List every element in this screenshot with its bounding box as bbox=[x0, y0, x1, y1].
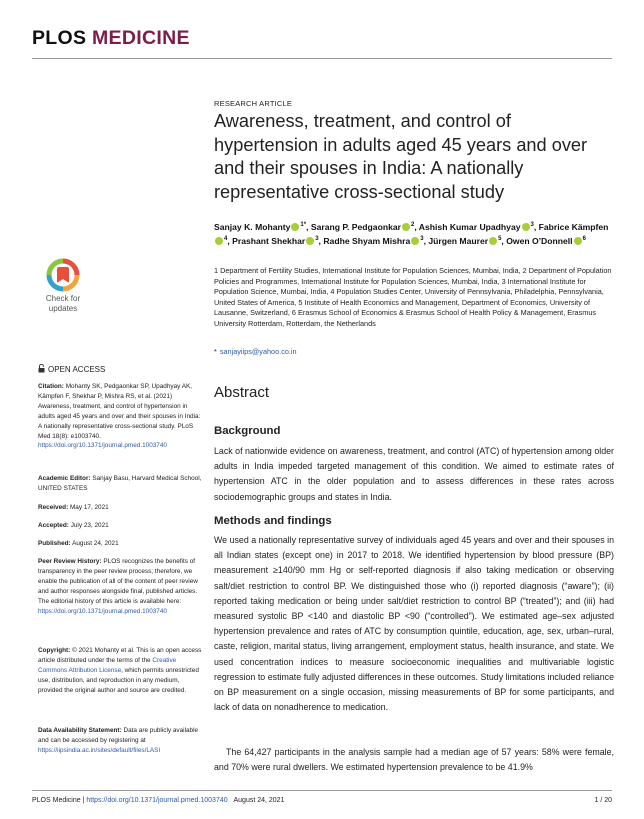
license-link[interactable]: Creative Commons Attribution License bbox=[38, 656, 177, 674]
copyright-block bbox=[38, 646, 204, 696]
open-access-label bbox=[38, 364, 204, 375]
author-name[interactable]: Owen O’Donnell bbox=[506, 236, 573, 247]
article-title: Awareness, treatment, and control of hypertension in adults aged 45 years and over and their spouses in India: A nationally representative cross-sectional study bbox=[214, 111, 588, 202]
author-list: Sanjay K. Mohanty $^{1*}$, Sarang P. Pedgaonkar $^2$, Ashish Kumar Upadhyay $^3$, Fabrice Kämpfen$^4$, Prashant Shekhar $^3$, Radhe Shyam Mishra $^3$, Jürgen Maurer $^5$, Owen O’Donnell $^6$ bbox=[214, 221, 609, 247]
author-name[interactable]: Ashish Kumar Upadhyay bbox=[418, 221, 521, 232]
journal-logo-plos: PLOS bbox=[32, 27, 87, 49]
orcid-icon[interactable] bbox=[411, 237, 419, 245]
affiliations: 1 Department of Fertility Studies, International Institute for Population Sciences, Mumbai, India, 2 Department of Population Policies and Programmes, International Institute for Population Sciences, Mumbai, India, 3 International Institute for Population Science, Mumbai, India, 4 Population Studies Center, University of Pennsylvania, Philadelphia, Pennsylvania, United States of America, 5 Institute of Health Economics and Management, Department of Economics, University of Lausanne, Switzerland, 6 Erasmus School of Economics & Erasmus School of Health Policy & Management, Erasmus University Rotterdam, Rotterdam, the Netherlands bbox=[214, 266, 612, 328]
data-availability-text: Data are publicly available and can be accessed by registering at bbox=[38, 727, 199, 744]
citation-text: Mohanty SK, Pedgaonkar SP, Upadhyay AK, Kämpfen F, Shekhar P, Mishra RS, et al. (2021) Awareness, treatment, and control of hypertension in adults aged 45 years and over and their spouses in India: A nationally representative cross-sectional study. PLoS Med 18(8): e1003740. bbox=[38, 383, 201, 440]
orcid-icon[interactable] bbox=[489, 237, 497, 245]
author-affiliation-mark: 1* bbox=[300, 222, 307, 228]
orcid-icon[interactable] bbox=[522, 223, 530, 231]
peer-review-link[interactable]: https://doi.org/10.1371/journal.pmed.1003740 bbox=[38, 607, 167, 615]
orcid-icon[interactable] bbox=[306, 237, 314, 245]
background-text: Lack of nationwide evidence on awareness, treatment, and control (ATC) of hypertension among older adults in India impeded targeted management of this condition. We aimed to estimate rates of hypertension ATC in the older population and to assess differences in these rates across sociodemographic groups and states in India. bbox=[214, 446, 614, 502]
author-entry bbox=[419, 222, 534, 232]
footer-separator: | bbox=[80, 797, 87, 804]
check-updates-label: Check for updates bbox=[45, 294, 81, 313]
author-affiliation-mark: 4 bbox=[224, 236, 228, 243]
orcid-icon[interactable] bbox=[402, 223, 410, 231]
abstract-heading: Abstract bbox=[214, 384, 270, 401]
orcid-icon[interactable] bbox=[291, 223, 299, 231]
copyright-text-2: , which permits unrestricted use, distribution, and reproduction in any medium, provided the original author and source are credited. bbox=[38, 666, 199, 694]
data-availability-block bbox=[38, 726, 204, 756]
author-entry bbox=[506, 236, 586, 246]
peer-review-block bbox=[38, 557, 204, 616]
published-label: Published: bbox=[38, 540, 71, 547]
methods-heading: Methods and findings bbox=[214, 515, 332, 527]
peer-review-text: PLOS recognizes the benefits of transparency in the peer review process; therefore, we enable the publication of all of the content of peer review and author responses alongside final, published articles. The editorial history of this article is available here: bbox=[38, 558, 198, 605]
received-date: May 17, 2021 bbox=[69, 504, 109, 511]
journal-logo[interactable] bbox=[32, 27, 190, 50]
open-access-text: OPEN ACCESS bbox=[48, 365, 106, 374]
author-affiliation-mark: 3 bbox=[315, 236, 319, 243]
author-name[interactable]: Fabrice Kämpfen bbox=[538, 221, 609, 232]
methods-text: We used a nationally representative survey of individuals aged 45 years and over and their spouses in all Indian states (except one) in 2017 to 2018. We identified hypertension by blood pressure (BP) measurement ≥140/90 mm Hg or self-reported diagnosis if also taking medication or observing salt/diet restriction to control BP. We distinguished those who (i) reported diagnosis (“aware”); (ii) reported taking medication or being under salt/diet restriction to control BP (“treated”); and (iii) had measured systolic BP <140 and diastolic BP <90 (“controlled”). We estimated age–sex adjusted hypertension prevalence and rates of ATC by consumption quintile, education, age, sex, urban–rural, caste, religion, marital status, living arrangement, employment status, health insurance, and state. We used concentration indices to measure socioeconomic inequalities and multivariable logistic regression to estimate fully adjusted differences in these outcomes. Study limitations included reliance on BP measurement on a single occasion, missing measurements of BP for some participants, and lack of data on nonadherence to medication. bbox=[214, 535, 614, 713]
data-availability-link[interactable]: https://iipsindia.ac.in/sites/default/files/LASI bbox=[38, 746, 161, 754]
received-label: Received: bbox=[38, 504, 69, 511]
author-name[interactable]: Radhe Shyam Mishra bbox=[323, 236, 411, 247]
header-divider bbox=[32, 58, 612, 59]
published-date: August 24, 2021 bbox=[72, 540, 119, 547]
author-affiliation-mark: 3 bbox=[420, 236, 424, 243]
orcid-icon[interactable] bbox=[215, 237, 223, 245]
citation-doi-link[interactable]: https://doi.org/10.1371/journal.pmed.1003740 bbox=[38, 442, 167, 450]
check-for-updates-badge[interactable] bbox=[38, 258, 88, 313]
article-type: RESEARCH ARTICLE bbox=[214, 99, 293, 108]
journal-logo-medicine: MEDICINE bbox=[92, 27, 190, 49]
author-affiliation-mark: 5 bbox=[498, 236, 502, 243]
received-date-block bbox=[38, 503, 204, 513]
published-date-block bbox=[38, 539, 204, 549]
footer-doi-link[interactable]: https://doi.org/10.1371/journal.pmed.1003740 bbox=[86, 797, 228, 804]
page-number: 1 / 20 bbox=[594, 797, 612, 804]
author-name[interactable]: Sarang P. Pedgaonkar bbox=[310, 221, 401, 232]
background-heading: Background bbox=[214, 425, 281, 437]
editor-label: Academic Editor: bbox=[38, 475, 91, 482]
data-availability-label: Data Availability Statement: bbox=[38, 727, 122, 734]
author-entry bbox=[323, 236, 423, 246]
accepted-date-block bbox=[38, 521, 204, 531]
author-entry bbox=[311, 222, 414, 232]
academic-editor-block bbox=[38, 474, 204, 494]
author-name[interactable]: Prashant Shekhar bbox=[232, 236, 306, 247]
corresponding-star: * bbox=[214, 347, 217, 356]
corresponding-email bbox=[214, 347, 614, 356]
orcid-icon[interactable] bbox=[574, 237, 582, 245]
author-entry bbox=[214, 222, 306, 232]
author-entry bbox=[428, 236, 501, 246]
author-affiliation-mark: 2 bbox=[410, 222, 415, 228]
email-link[interactable]: sanjayiips@yahoo.co.in bbox=[219, 347, 297, 356]
lock-open-icon bbox=[38, 364, 45, 375]
author-entry bbox=[232, 236, 318, 246]
accepted-label: Accepted: bbox=[38, 522, 69, 529]
editor-text: Sanjay Basu, Harvard Medical School, UNITED STATES bbox=[38, 475, 202, 492]
footer-journal: PLOS Medicine bbox=[32, 797, 81, 804]
results-paragraph: The 64,427 participants in the analysis sample had a median age of 57 years: 58% were female, and 70% were rural dwellers. We estimated hypertension prevalence to be 41.9% bbox=[214, 747, 614, 773]
author-name[interactable]: Sanjay K. Mohanty bbox=[214, 221, 291, 232]
copyright-text-1: © 2021 Mohanty et al. This is an open access article distributed under the terms of the bbox=[38, 647, 202, 664]
copyright-label: Copyright: bbox=[38, 647, 71, 654]
citation-label: Citation: bbox=[38, 383, 64, 390]
footer-divider bbox=[32, 790, 612, 791]
check-updates-icon bbox=[46, 258, 80, 292]
author-affiliation-mark: 6 bbox=[582, 236, 586, 243]
peer-review-label: Peer Review History: bbox=[38, 558, 102, 565]
footer-citation bbox=[32, 797, 284, 804]
citation-block bbox=[38, 382, 204, 451]
accepted-date: July 23, 2021 bbox=[70, 522, 109, 529]
author-affiliation-mark: 3 bbox=[530, 222, 534, 228]
footer-date: August 24, 2021 bbox=[233, 797, 285, 804]
author-name[interactable]: Jürgen Maurer bbox=[428, 236, 489, 247]
